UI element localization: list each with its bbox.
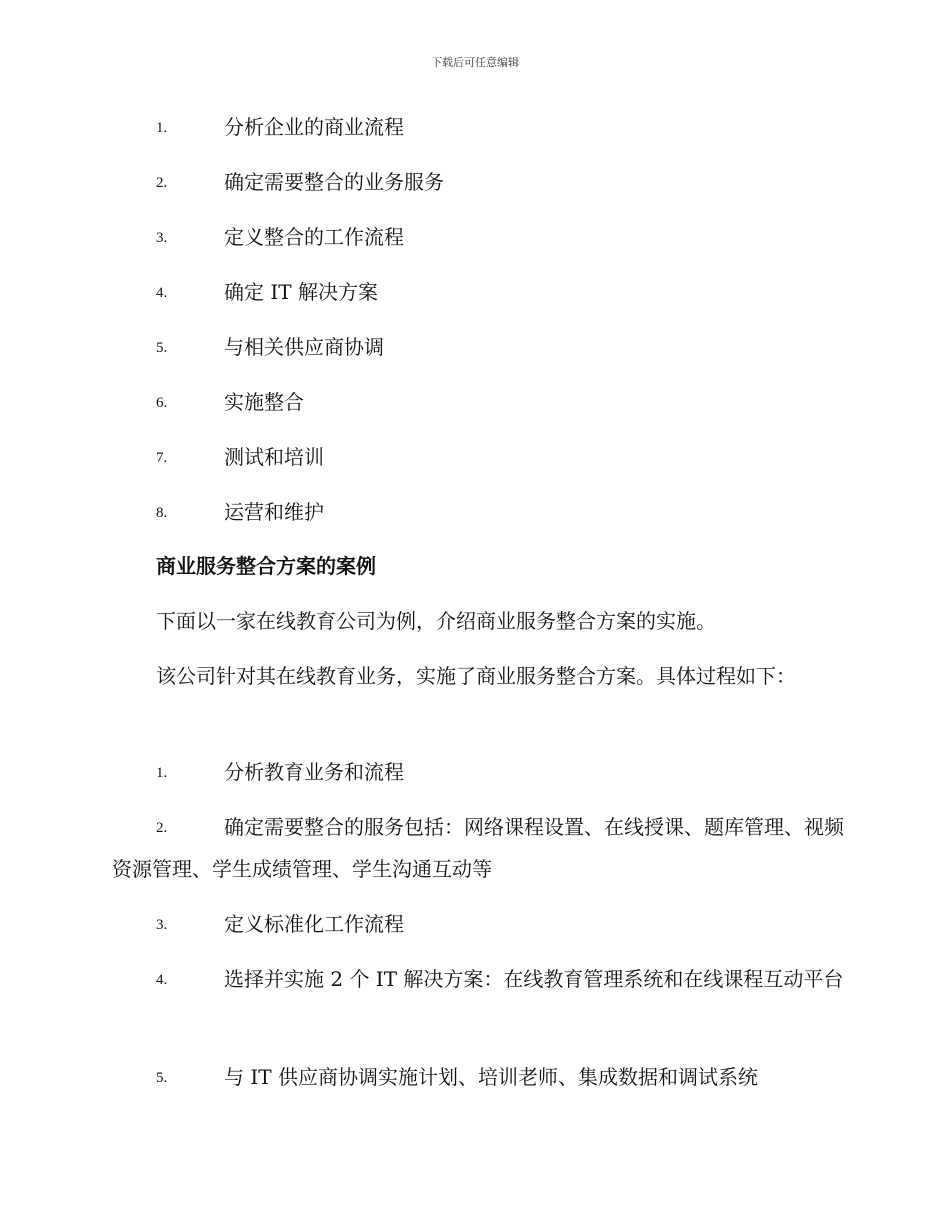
list-item [112,903,852,945]
list-number: 2. [156,820,168,836]
list-item [112,106,852,148]
list-item [112,1056,852,1098]
list-number: 3. [156,230,168,246]
list-number: 3. [156,917,168,933]
list-text: 分析企业的商业流程 [224,115,404,139]
section-heading: 商业服务整合方案的案例 [156,554,376,578]
list-text: 实施整合 [224,390,304,414]
list-text: 确定需要整合的服务包括：网络课程设置、在线授课、题库管理、视频资源管理、学生成绩管理、学生沟通互动等 [112,815,844,881]
list-number: 5. [156,1070,168,1086]
list-item [112,216,852,258]
paragraph: 下面以一家在线教育公司为例，介绍商业服务整合方案的实施。 [156,609,716,633]
list-number: 4. [156,285,168,301]
list-number: 8. [156,505,168,521]
list-text: 定义标准化工作流程 [224,912,404,936]
list-item [112,491,852,533]
list-item [112,161,852,203]
list-text: 测试和培训 [224,445,324,469]
page-header: 下载后可任意编辑 [431,56,519,69]
list-number: 7. [156,450,168,466]
list-number: 2. [156,175,168,191]
list-text: 运营和维护 [224,500,324,524]
list-item [112,806,852,890]
list-number: 1. [156,765,168,781]
list-text: 与相关供应商协调 [224,335,384,359]
list-text: 选择并实施 2 个 IT 解决方案：在线教育管理系统和在线课程互动平台 [224,967,844,991]
paragraph: 该公司针对其在线教育业务，实施了商业服务整合方案。具体过程如下： [156,664,796,688]
list-item [112,271,852,313]
list-item [112,326,852,368]
list-number: 6. [156,395,168,411]
list-item [112,958,852,1000]
list-number: 4. [156,972,168,988]
list-item [112,381,852,423]
list-item [112,751,852,793]
list-item [112,436,852,478]
list-text: 分析教育业务和流程 [224,760,404,784]
list-text: 确定需要整合的业务服务 [224,170,444,194]
list-number: 5. [156,340,168,356]
list-text: 定义整合的工作流程 [224,225,404,249]
list-number: 1. [156,120,168,136]
list-text: 与 IT 供应商协调实施计划、培训老师、集成数据和调试系统 [224,1065,758,1089]
list-text: 确定 IT 解决方案 [224,280,378,304]
